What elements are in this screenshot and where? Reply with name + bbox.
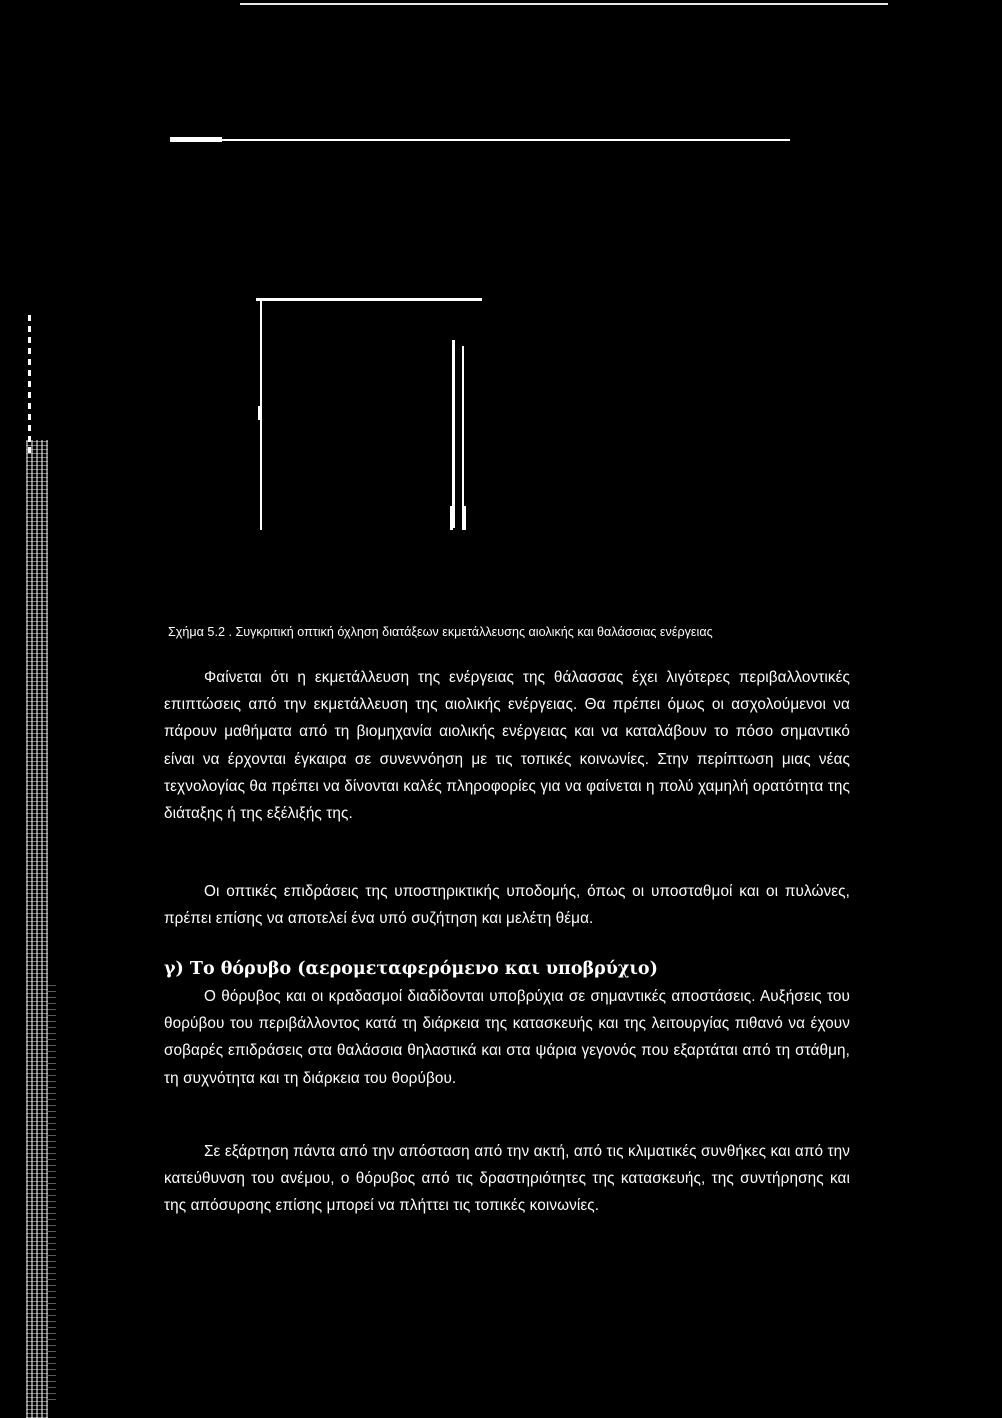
figure-mast-line — [462, 346, 464, 530]
top-scan-line — [240, 3, 888, 5]
left-scan-noise-inner — [48, 980, 56, 1400]
paragraph: Φαίνεται ότι η εκμετάλλευση της ενέργειας της θάλασσας έχει λιγότερες περιβαλλοντικές επιπτώσεις από την εκμετάλλευση της αιολικής ενέργειας. Θα πρέπει όμως οι ασχολούμενοι να πάρουν μαθήματα από τη βιομηχανία αιολικής ενέργειας και να καταλάβουν το πόσο σημαντικό είναι να έρχονται έγκαιρα σε συνεννόηση με τις τοπικές κοινωνίες. Στην περίπτωση μιας νέας τεχνολογίας θα πρέπει να δίνονται καλές πληροφορίες για να φαίνεται η πολύ χαμηλή ορατότητα της διάταξης ή της εξέλιξής της. — [164, 669, 850, 823]
header-rule — [170, 139, 790, 141]
left-scan-noise-strip — [26, 440, 48, 1418]
figure-top-edge — [256, 298, 482, 301]
figure-5-2-image — [256, 298, 486, 538]
paragraph: Σε εξάρτηση πάντα από την απόσταση από την ακτή, από τις κλιματικές συνθήκες και από την κατεύθυνση του ανέμου, ο θόρυβος από τις δραστηριότητες της κατασκευής, της συντήρησης και της απόσυρσης επίσης μπορεί να πλήττει τις τοπικές κοινωνίες. — [164, 1143, 850, 1215]
left-edge-marks — [28, 315, 31, 455]
figure-mast-base — [450, 506, 466, 530]
figure-caption: Σχήμα 5.2 . Συγκριτική οπτική όχληση διατάξεων εκμετάλλευσης αιολικής και θαλάσσιας ενέργειας — [168, 625, 713, 639]
paragraph: Οι οπτικές επιδράσεις της υποστηρικτικής υποδομής, όπως οι υποσταθμοί και οι πυλώνες, πρέπει επίσης να αποτελεί ένα υπό συζήτηση και μελέτη θέμα. — [164, 883, 850, 928]
paragraph: Ο θόρυβος και οι κραδασμοί διαδίδονται υποβρύχια σε σημαντικές αποστάσεις. Αυξήσεις του θορύβου του περιβάλλοντος κατά τη διάρκεια της κατασκευής και της λειτουργίας πιθανό να έχουν σοβαρές επιδράσεις στα θαλάσσια θηλαστικά και στα ψάρια γεγονός που εξαρτάται από τη στάθμη, τη συχνότητα και τη διάρκεια του θορύβου. — [164, 988, 850, 1087]
figure-mast-line — [452, 340, 455, 528]
section-heading: γ) Το θόρυβο (αερομεταφερόμενο και υποβρύχιο) — [164, 959, 658, 979]
figure-left-tick — [258, 406, 262, 420]
